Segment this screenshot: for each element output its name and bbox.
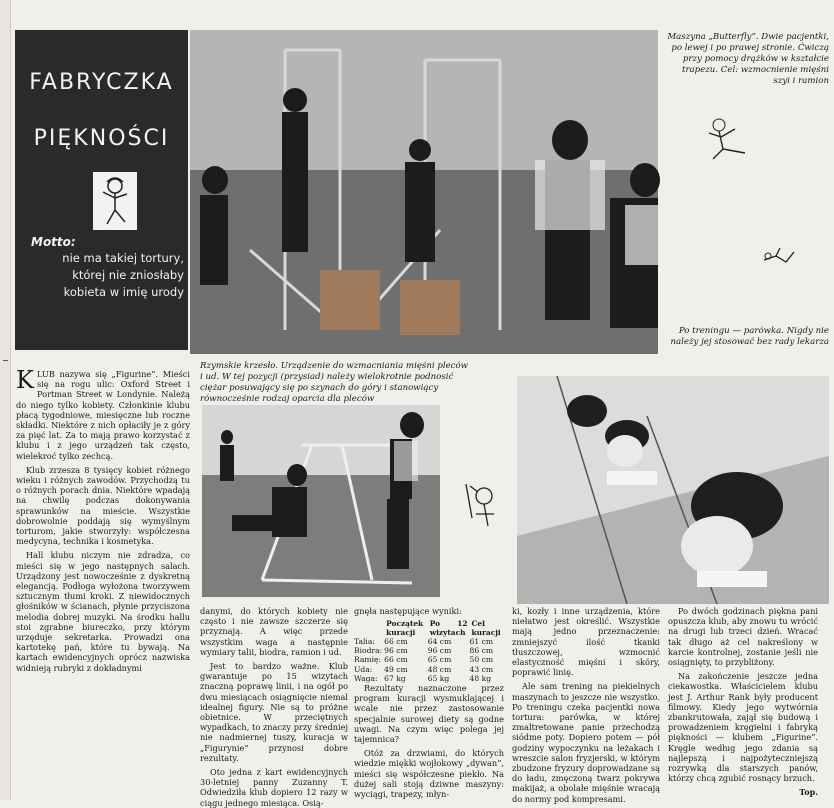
author-signature: Top. xyxy=(799,787,818,798)
paragraph: ki, kozły i inne urządzenia, które niełatwo jest określić. Wszystkie mają jedno przeznaczenie: zmniejszyć ilość tkanki tłuszczowej, wzmocnić elastyczność mięśni i skóry, poprawić linię. xyxy=(512,606,660,678)
caption-roman-chair: Rzymskie krzesło. Urządzenie do wzmacniania mięśni pleców i ud. W tej pozycji (przysiad) należy wielokrotnie podnosić ciężar posuwający się po szynach do góry i stanowiący równocześnie rodzaj oparcia dla pleców xyxy=(200,361,469,404)
article-column-2 xyxy=(200,606,348,808)
paragraph: Hall klubu niczym nie zdradza, co mieści się w jego następnych salach. Urządzony jest nowocześnie z dyskretną elegancją. Podłoga wyłożona tworzywem sztucznym tłumi kroki. Z niewidocznych głośników w ścianach, płynie przyciszona melodia dobrej muzyki. Na środku hallu stoi zgrabne biureczko, przy którym urzęduje sekretarka. Prowadzi ona kartotekę pań, które tu bywają. Na kartach ewidencyjnych oprócz nazwiska widnieją rubryki z dokładnymi xyxy=(16,550,190,673)
table-cell: Ramię: xyxy=(354,655,382,665)
table-header xyxy=(354,620,384,637)
table-cell: 65 kg xyxy=(427,673,450,683)
paragraph: Na zakończenie jeszcze jedna ciekawostka. Właścicielem klubu jest J. Arthur Rank były producent filmowy. Kiedy jego wytwórnia zbankrutowała, zajął się budową i prowadzeniem kręgielni i fabryką piękności — klubem „Figurine”. Kręgle według jego zdania są najlepszą i najpożyteczniejszą rozrywką dla starszych panów, którzy chcą zgubić rosnący brzuch. xyxy=(668,671,818,784)
table-header: Początek kuracji xyxy=(386,619,424,637)
table-cell: 64 cm xyxy=(427,637,452,647)
table-cell: 65 cm xyxy=(427,655,452,665)
stretching-figure-icon xyxy=(705,115,751,163)
motto-line: której nie zniosłaby xyxy=(72,268,184,282)
roman-chair-photo xyxy=(202,405,440,597)
paragraph: Klub zrzesza 8 tysięcy kobiet różnego wieku i różnych zawodów. Przychodzą tu o różnych porach dnia. Niektóre wpadają na chwilę podczas dokonywania sprawunków na mieście. Wszystkie dobrowolnie poddają się wymyślnym torturom, jakie stworzyły: współczesna medycyna, technika i kosmetyka. xyxy=(16,464,190,547)
table-cell: 96 cm xyxy=(427,646,452,656)
paragraph: Jest to bardzo ważne. Klub gwarantuje po 15 wizytach znaczną poprawę linii, i na ogół po dwu miesiącach osiągnięcie niemal idealnej figury. Nie są to próżne obietnice. W przeciętnych wypadkach, to znaczy przy średniej nie nadmiernej tuszy, kuracja w „Figurynie” przynosi dobre rezultaty. xyxy=(200,661,348,763)
motto-line: kobieta w imię urody xyxy=(63,285,184,299)
caption-sauna: Po treningu — parówka. Nigdy nie należy jej stosować bez rady lekarza xyxy=(670,326,829,347)
article-column-1 xyxy=(16,366,190,799)
results-lead: gnęła następujące wyniki: xyxy=(354,606,462,616)
paragraph: LUB nazywa się „Figurine”. Mieści się na rogu ulic: Oxford Street i Portman Street w Londynie. Należą do niego tylko kobiety. Członkinie klubu płacą tygodniowe, miesięczne lub roczne składki. Niektóre z nich opłaciły je z góry za pięć lat. Za to mają prawo korzystać z klubu i z jego urządzeń tak często, wielekroć tylko zechcą. xyxy=(16,369,190,461)
lying-figure-icon xyxy=(762,246,796,266)
article-column-3 xyxy=(354,606,504,800)
table-row xyxy=(354,674,504,683)
table-cell: 50 cm xyxy=(469,655,494,665)
motto-label: Motto: xyxy=(31,235,76,249)
results-table xyxy=(354,620,504,683)
table-header: Po 12 wizytach xyxy=(429,619,468,637)
title-line-1: FABRYCZKA xyxy=(29,70,174,95)
table-cell: Waga: xyxy=(354,673,378,683)
table-cell: Uda: xyxy=(354,664,373,674)
title-line-2: PIĘKNOŚCI xyxy=(33,126,170,151)
table-row xyxy=(354,646,504,655)
table-cell: 67 kg xyxy=(384,673,406,683)
paragraph: Rezultaty naznaczone przez program kuracji wysmuklającej i wcale nie przez zastosowanie specjalnie surowej diety są godne uwagi. Na czym więc polega jej tajemnica? xyxy=(354,683,504,745)
table-row xyxy=(354,637,504,646)
table-row xyxy=(354,665,504,674)
paragraph: Ale sam trening na piekielnych maszynach to jeszcze nie wszystko. Po treningu czeka pacjentki nowa tortura: parówka, w której zmaltretowane panie przechodzą siódme poty. Dopiero potem — pół godziny wypoczynku na leżakach i wreszcie salon fryzjerski, w którym zbudzone fryzury doprowadzane są do ładu, zmęczoną twarz pokrywa makijaż, a obolałe mięśnie wracają do normy pod kompresami. xyxy=(512,681,660,804)
table-cell: Talia: xyxy=(354,637,375,647)
paragraph: Po dwóch godzinach piękna pani opuszcza klub, aby znowu tu wrócić na drugi lub trzeci dzień. Wracać tak długo aż cel nakreślony w karcie kontrolnej, zostanie jeśli nie osiągnięty, to przybliżony. xyxy=(668,606,818,668)
title-box xyxy=(15,30,188,350)
table-cell: 61 cm xyxy=(469,637,494,647)
table-cell: 96 cm xyxy=(384,646,408,656)
steam-bath-photo xyxy=(517,376,829,604)
table-cell: 49 cm xyxy=(384,664,408,674)
dancing-figure-icon xyxy=(93,172,137,230)
table-header: Cel kuracji xyxy=(471,619,501,637)
paragraph: Oto jedna z kart ewidencyjnych 30-letniej panny Zuzanny T. Odwiedziła klub dopiero 12 razy w ciągu jednego miesiąca. Osią- xyxy=(200,767,348,808)
caption-butterfly: Maszyna „Butterfly”. Dwie pacjentki, po lewej i po prawej stronie. Ćwiczą przy pomocy drążków w kształcie trapezu. Cel: wzmocnienie mięśni szyi i ramion xyxy=(667,32,829,86)
table-cell: 48 cm xyxy=(427,664,452,674)
table-cell: 48 kg xyxy=(469,673,492,683)
paragraph: danymi, do których kobiety nie często i nie zawsze szczerze się przyznają. A więc przede wszystkim waga a następnie wymiary talii, biodra, ramion i ud. xyxy=(200,606,348,657)
motto-line: nie ma takiej tortury, xyxy=(62,251,184,265)
drop-cap: K xyxy=(16,366,34,394)
table-row xyxy=(354,655,504,664)
table-cell: 86 cm xyxy=(469,646,494,656)
article-column-4 xyxy=(512,606,660,804)
gym-machines-photo xyxy=(190,30,658,354)
paragraph: Otóż za drzwiami, do których wiedzie miękki wojłokowy „dywan”, mieści się współczesne piekło. Na dużej sali stoją dziwne maszyny: wyciągi, trapezy, młyn- xyxy=(354,748,504,800)
table-cell: 66 cm xyxy=(384,655,408,665)
figure-sketch-icon xyxy=(460,478,500,534)
motto-text xyxy=(29,250,184,301)
table-cell: 66 cm xyxy=(384,637,408,647)
binding-strip xyxy=(0,0,11,800)
article-column-5 xyxy=(668,606,818,800)
table-cell: 43 cm xyxy=(469,664,494,674)
table-cell: Biodra: xyxy=(354,646,383,656)
